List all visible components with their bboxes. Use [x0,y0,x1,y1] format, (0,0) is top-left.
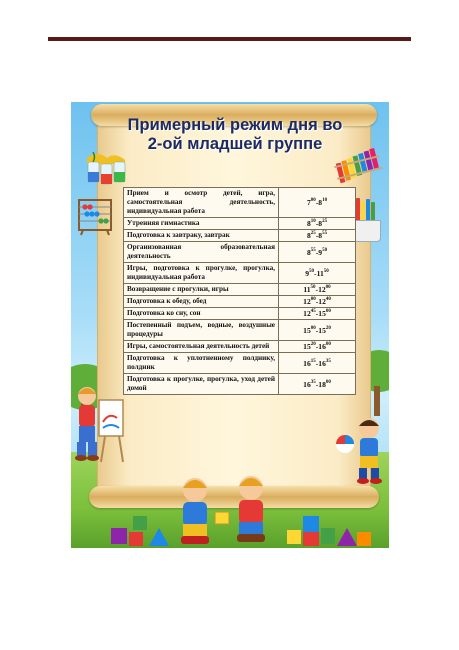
start-hour: 16 [303,379,311,389]
schedule-row [124,374,356,395]
activity-cell: Утренняя гимнастика [124,218,279,230]
title-line-2: 2-ой младшей группе [147,135,323,153]
start-minutes: 50 [309,268,315,274]
xylophone-icon [333,144,387,184]
time-cell: $7^{00}-8^{10}$ [279,188,356,218]
schedule-row [124,341,356,353]
start-minutes: 50 [310,285,316,290]
activity-cell: Игры, подготовка к прогулке, прогулка, индивидуальная работа [124,263,279,284]
schedule-row [124,188,356,218]
schedule-row [124,320,356,341]
start-hour: 15 [303,325,311,335]
activity-cell: Подготовка к обеду, обед [124,296,279,308]
end-minutes: 25 [322,219,328,224]
end-minutes: 55 [322,231,328,236]
schedule-row [124,353,356,374]
schedule-row [124,242,356,263]
schedule-row [124,296,356,308]
start-minutes: 55 [310,247,316,253]
activity-cell: Возвращение с прогулки, игры [124,284,279,296]
start-minutes: 00 [310,198,316,203]
end-minutes: 40 [325,297,331,302]
start-hour: 12 [303,297,311,306]
schedule-row [124,218,356,230]
title-line-1: Примерный режим дня во [127,116,343,134]
boy-with-ball-icon [335,414,389,486]
time-cell: $16^{35}-18^{00}$ [279,374,356,395]
schedule-poster [71,102,389,548]
end-hour: 15 [318,309,326,318]
end-minutes: 20 [325,325,331,331]
abacus-icon [77,198,113,236]
schedule-row [124,263,356,284]
end-minutes: 00 [325,342,331,347]
start-minutes: 25 [310,231,316,236]
start-hour: 7 [306,198,311,207]
activity-cell: Постепенный подъем, водные, воздушные процедуры [124,320,279,341]
schedule-row [124,308,356,320]
time-cell: $11^{50}-12^{00}$ [279,284,356,296]
toy-blocks-icon [111,502,371,548]
end-minutes: 50 [323,268,329,274]
start-hour: 8 [306,231,311,240]
time-cell: $15^{20}-16^{00}$ [279,341,356,353]
end-minutes: 00 [325,285,331,290]
schedule-row [124,230,356,242]
end-hour: 8 [318,231,323,240]
start-hour: 8 [306,219,311,228]
activity-cell: Организованная образовательная деятельность [124,242,279,263]
time-cell: $8^{55}-9^{50}$ [279,242,356,263]
crayon-cup-icon [353,198,379,242]
time-cell: $8^{25}-8^{55}$ [279,230,356,242]
end-hour: 18 [318,379,326,389]
activity-cell: Подготовка к завтраку, завтрак [124,230,279,242]
end-hour: 8 [318,219,323,228]
time-cell: $16^{15}-16^{35}$ [279,353,356,374]
end-hour: 15 [318,325,326,335]
activity-cell: Игры, самостоятельная деятельность детей [124,341,279,353]
top-rule [48,37,411,41]
end-hour: 16 [318,358,326,368]
start-minutes: 35 [310,379,316,385]
end-hour: 12 [318,285,326,294]
time-cell: $9^{50}-11^{50}$ [279,263,356,284]
end-hour: 11 [316,268,324,278]
time-cell: $12^{00}-12^{40}$ [279,296,356,308]
start-hour: 11 [303,285,311,294]
boy-painting-icon [71,382,125,468]
end-hour: 12 [318,297,326,306]
end-hour: 16 [318,342,326,351]
activity-cell: Подготовка к уплотненному полднику, полдник [124,353,279,374]
schedule-table [123,187,356,395]
time-cell: $12^{45}-15^{00}$ [279,308,356,320]
schedule-row [124,284,356,296]
end-minutes: 00 [325,379,331,385]
start-hour: 12 [303,309,311,318]
end-minutes: 35 [325,358,331,364]
activity-cell: Прием и осмотр детей, игра, самостоятельная деятельность, индивидуальная работа [124,188,279,218]
activity-cell: Подготовка ко сну, сон [124,308,279,320]
start-hour: 15 [303,342,311,351]
tree-right-trunk [374,386,380,416]
poster-title [109,116,361,154]
start-hour: 9 [305,268,310,278]
end-minutes: 10 [322,198,328,203]
paint-jars-icon [85,146,129,190]
start-minutes: 20 [310,342,316,347]
end-minutes: 00 [325,309,331,314]
activity-cell: Подготовка к прогулке, прогулка, уход детей домой [124,374,279,395]
time-cell: $15^{00}-15^{20}$ [279,320,356,341]
start-minutes: 00 [310,325,316,331]
start-minutes: 45 [310,309,316,314]
start-minutes: 00 [310,297,316,302]
start-minutes: 10 [310,219,316,224]
end-minutes: 50 [322,247,328,253]
start-minutes: 15 [310,358,316,364]
start-hour: 8 [306,247,311,257]
time-cell: $8^{10}-8^{25}$ [279,218,356,230]
start-hour: 16 [303,358,311,368]
end-hour: 9 [318,247,323,257]
end-hour: 8 [318,198,323,207]
